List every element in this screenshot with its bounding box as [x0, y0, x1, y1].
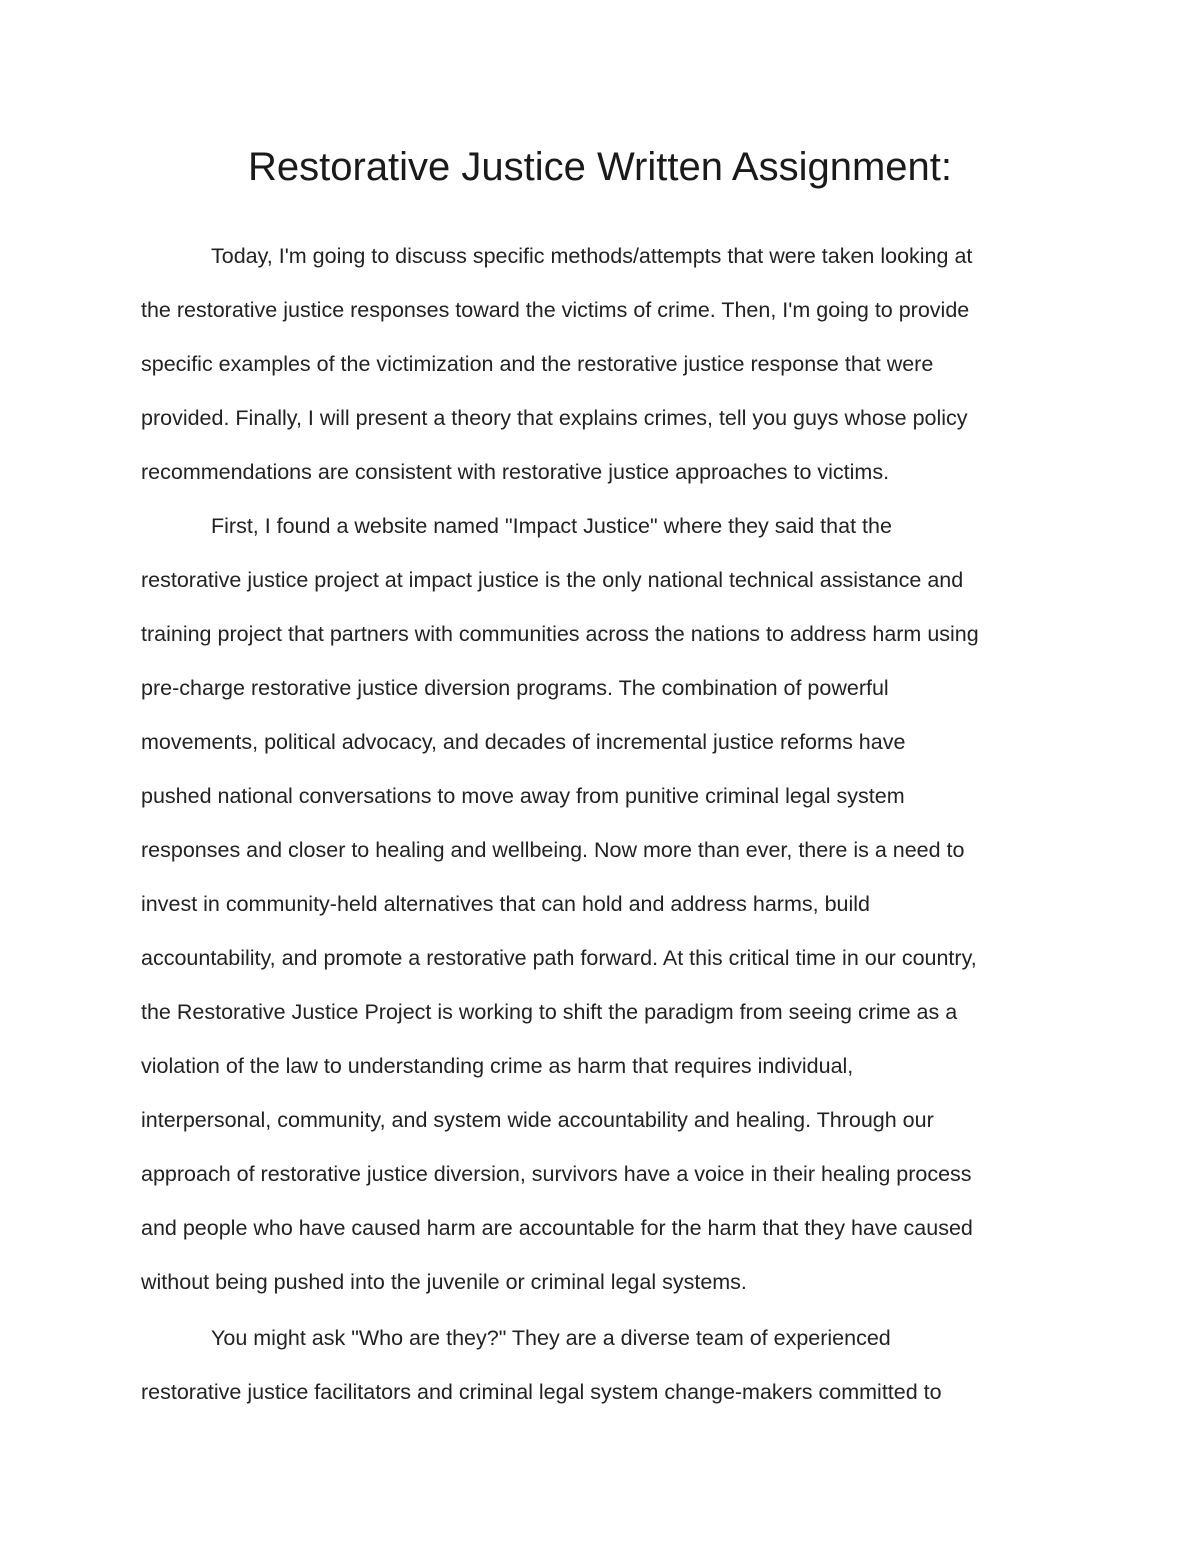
- body-line-9: pre-charge restorative justice diversion programs. The combination of powerful: [141, 676, 889, 700]
- body-line-6: First, I found a website named "Impact Justice" where they said that the: [211, 514, 892, 538]
- body-line-20: without being pushed into the juvenile or criminal legal systems.: [141, 1270, 747, 1294]
- body-line-1: Today, I'm going to discuss specific methods/attempts that were taken looking at: [211, 244, 973, 268]
- body-line-13: invest in community-held alternatives that can hold and address harms, build: [141, 892, 870, 916]
- body-line-19: and people who have caused harm are accountable for the harm that they have caused: [141, 1216, 973, 1240]
- body-line-15: the Restorative Justice Project is working to shift the paradigm from seeing crime as a: [141, 1000, 958, 1024]
- body-line-16: violation of the law to understanding crime as harm that requires individual,: [141, 1054, 854, 1078]
- body-line-17: interpersonal, community, and system wide accountability and healing. Through our: [141, 1108, 934, 1132]
- body-line-5: recommendations are consistent with restorative justice approaches to victims.: [141, 460, 890, 484]
- body-line-21: You might ask "Who are they?" They are a diverse team of experienced: [211, 1326, 891, 1350]
- body-line-10: movements, political advocacy, and decades of incremental justice reforms have: [141, 730, 906, 754]
- body-line-12: responses and closer to healing and wellbeing. Now more than ever, there is a need to: [141, 838, 965, 862]
- body-line-7: restorative justice project at impact justice is the only national technical assistance and: [141, 568, 964, 592]
- body-line-22: restorative justice facilitators and criminal legal system change-makers committed to: [141, 1380, 942, 1404]
- body-line-11: pushed national conversations to move away from punitive criminal legal system: [141, 784, 905, 808]
- body-line-14: accountability, and promote a restorative path forward. At this critical time in our country,: [141, 946, 977, 970]
- body-line-4: provided. Finally, I will present a theory that explains crimes, tell you guys whose policy: [141, 406, 968, 430]
- body-line-3: specific examples of the victimization and the restorative justice response that were: [141, 352, 934, 376]
- body-line-8: training project that partners with communities across the nations to address harm using: [141, 622, 979, 646]
- body-line-2: the restorative justice responses toward the victims of crime. Then, I'm going to provide: [141, 298, 970, 322]
- body-line-18: approach of restorative justice diversion, survivors have a voice in their healing process: [141, 1162, 972, 1186]
- document-title: Restorative Justice Written Assignment:: [248, 145, 952, 189]
